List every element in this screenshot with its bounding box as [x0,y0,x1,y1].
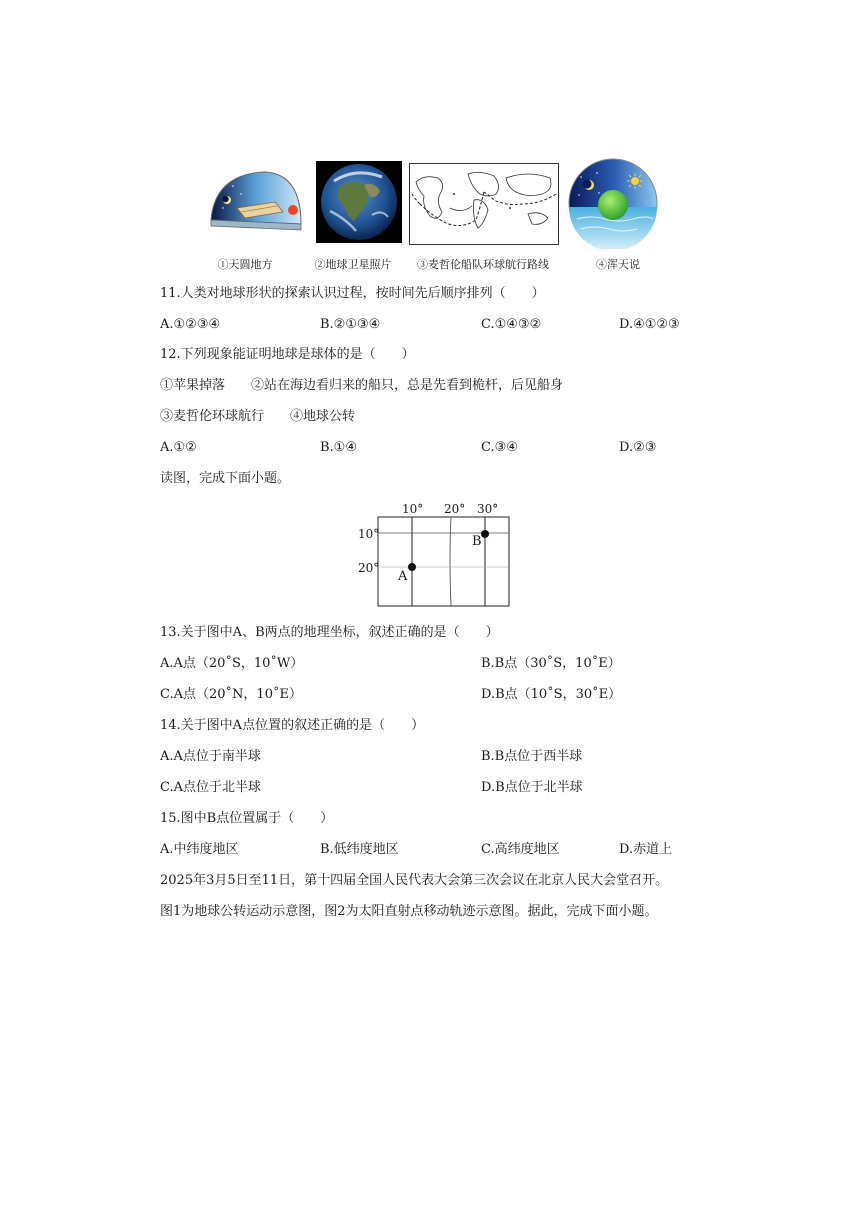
point-a-label: A [398,569,408,584]
huntian-sphere [567,157,659,249]
question-13-option-d[interactable]: D.B点（10˚S，30˚E） [481,687,622,702]
question-11-option-a[interactable]: A.①②③④ [160,317,221,332]
question-12-option-d[interactable]: D.②③ [619,440,657,455]
point-b-label: B [472,534,482,549]
question-12-option-b[interactable]: B.①④ [320,440,357,455]
question-13-option-a[interactable]: A.A点（20˚S，10˚W） [160,656,304,671]
question-15-option-a[interactable]: A.中纬度地区 [160,842,239,857]
question-14-stem: 14.关于图中A点位置的叙述正确的是（ ） [160,718,425,733]
figure-magellan-route-map [409,163,559,245]
question-15-stem: 15.图中B点位置属于（ ） [160,811,334,826]
question-12-option-a[interactable]: A.①② [160,440,197,455]
grid-top-label-20: 20° [444,502,466,516]
question-14-option-b[interactable]: B.B点位于西半球 [481,749,583,764]
context-paragraph-line-2: 图1为地球公转运动示意图，图2为太阳直射点移动轨迹示意图。据此，完成下面小题。 [160,904,658,919]
dome-illustration [205,168,305,236]
caption-figure-3: ③麦哲伦船队环球航行路线 [417,258,549,271]
world-outline-map [410,164,558,244]
caption-figure-4: ④浑天说 [596,258,640,271]
question-14-option-d[interactable]: D.B点位于北半球 [481,780,583,795]
earth-globe [316,161,402,243]
question-11-option-d[interactable]: D.④①②③ [619,317,680,332]
caption-figure-1: ①天圆地方 [217,258,273,271]
question-14-option-a[interactable]: A.A点位于南半球 [160,749,261,764]
question-13-option-c[interactable]: C.A点（20˚N，10˚E） [160,687,302,702]
read-figure-instruction: 读图，完成下面小题。 [160,471,291,486]
lat-lon-grid-figure [350,498,520,610]
context-paragraph-line-1: 2025年3月5日至11日，第十四届全国人民代表大会第三次会议在北京人民大会堂召开。 [160,873,669,888]
question-11-option-b[interactable]: B.②①③④ [320,317,381,332]
grid-top-label-10: 10° [402,502,424,516]
question-11-option-c[interactable]: C.①④③② [481,317,542,332]
grid-left-label-10: 10° [358,527,380,541]
question-12-option-c[interactable]: C.③④ [481,440,518,455]
grid-left-label-20: 20° [358,561,380,575]
question-12-items-line-1: ①苹果掉落 ②站在海边看归来的船只，总是先看到桅杆，后见船身 [160,378,564,393]
question-15-option-b[interactable]: B.低纬度地区 [320,842,399,857]
question-12-items-line-2: ③麦哲伦环球航行 ④地球公转 [160,409,356,424]
question-15-option-d[interactable]: D.赤道上 [619,842,673,857]
question-11-stem: 11.人类对地球形状的探索认识过程，按时间先后顺序排列（ ） [160,286,545,301]
question-15-option-c[interactable]: C.高纬度地区 [481,842,560,857]
figure-huntian-theory [567,157,659,249]
question-13-stem: 13.关于图中A、B两点的地理坐标，叙述正确的是（ ） [160,625,499,640]
point-a-marker [408,563,416,571]
meridian-20 [450,517,451,606]
grid-top-label-30: 30° [477,502,499,516]
point-b-marker [481,530,489,538]
question-13-option-b[interactable]: B.B点（30˚S，10˚E） [481,656,621,671]
figure-tianyuan-difang [205,168,305,236]
caption-figure-2: ②地球卫星照片 [314,258,392,271]
figure-earth-satellite-photo [316,161,402,243]
question-14-option-c[interactable]: C.A点位于北半球 [160,780,262,795]
question-12-stem: 12.下列现象能证明地球是球体的是（ ） [160,347,415,362]
